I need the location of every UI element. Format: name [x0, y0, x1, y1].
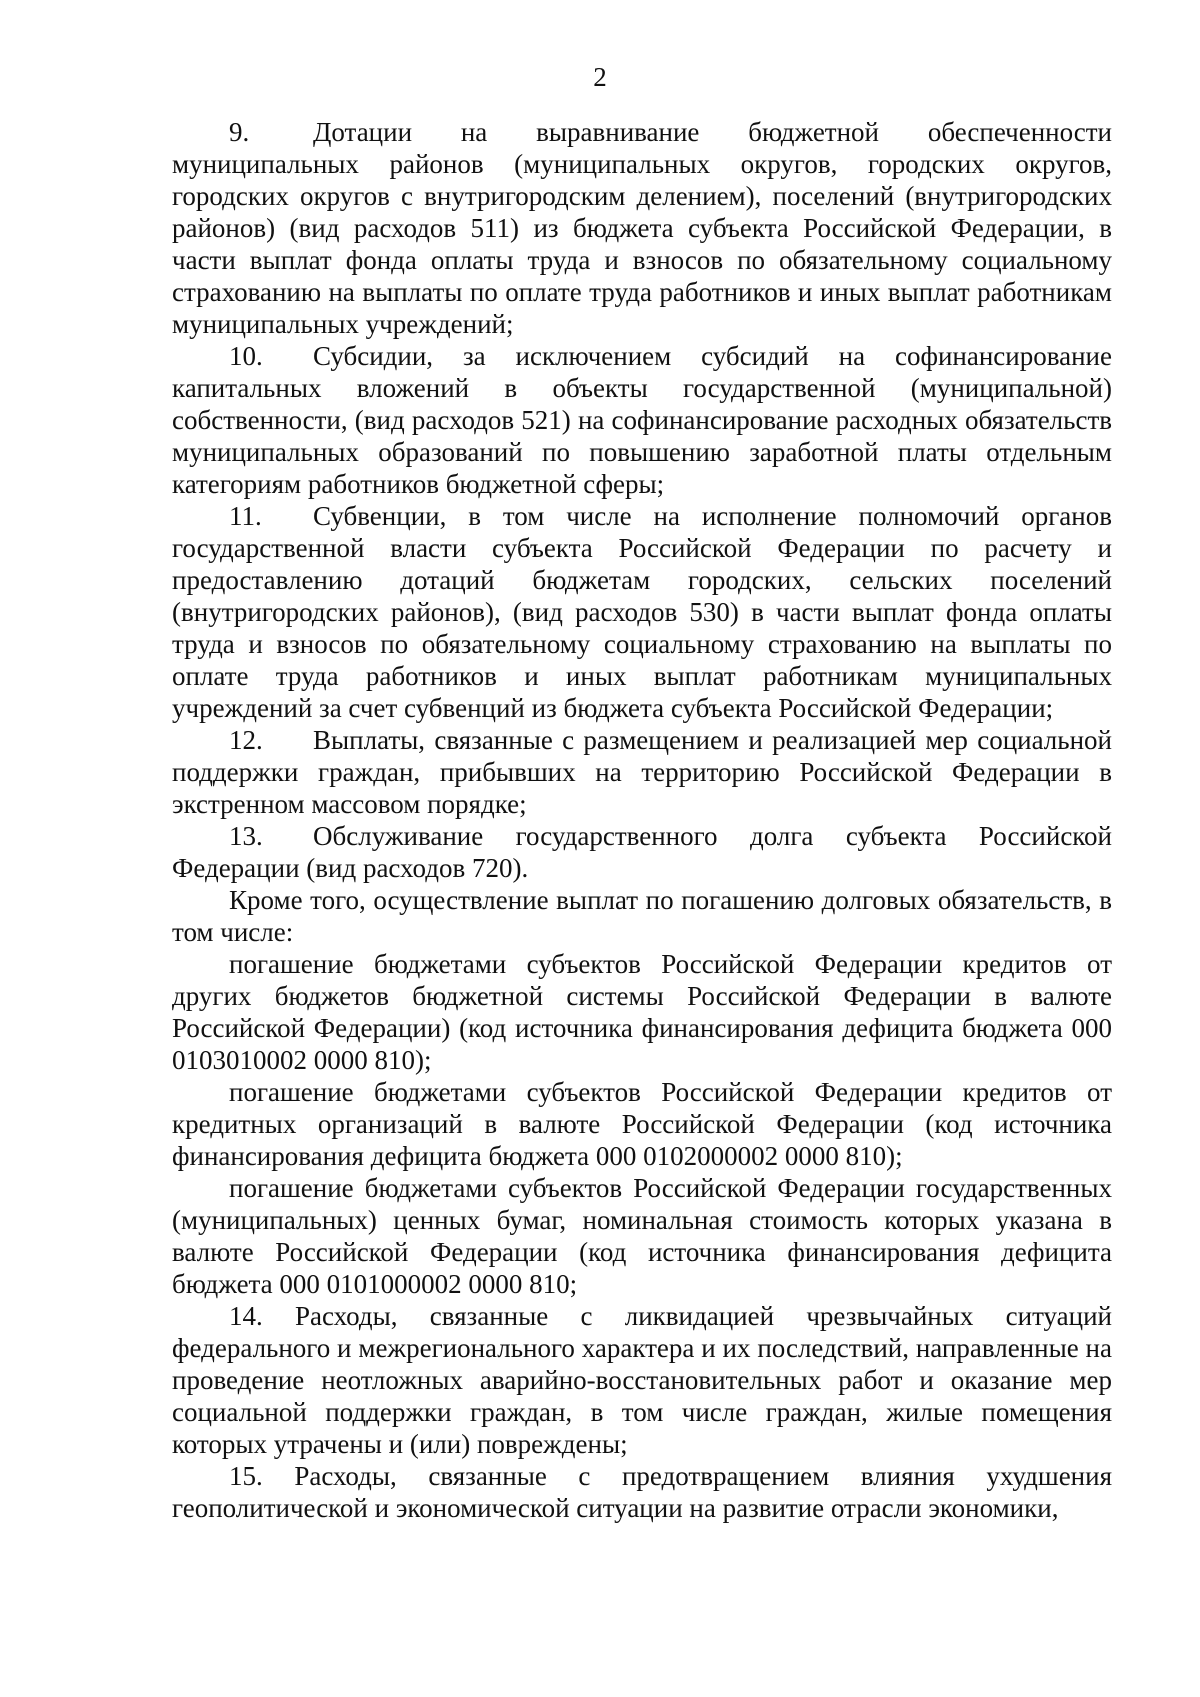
paragraph-text: Кроме того, осуществление выплат по погашению долговых обязательств, в том числе: — [172, 885, 1112, 947]
paragraph-text: погашение бюджетами субъектов Российской Федерации государственных (муниципальных) ценных бумаг, номинальная стоимость которых указана в валюте Российской Федерации (код источника финансирования дефицита бюджета 000 0101000002 0000 810; — [172, 1173, 1112, 1299]
document-body — [172, 116, 1112, 1524]
paragraph-12 — [172, 724, 1112, 820]
paragraph-number: 15. — [229, 1461, 263, 1491]
paragraph-text: Субсидии, за исключением субсидий на софинансирование капитальных вложений в объекты государственной (муниципальной) собственности, (вид расходов 521) на софинансирование расходных обязательств муниципальных образований по повышению заработной платы отдельным категориям работников бюджетной сферы; — [172, 341, 1112, 499]
paragraph-number: 10. — [229, 341, 263, 371]
paragraph-11 — [172, 500, 1112, 724]
paragraph-number: 14. — [229, 1301, 263, 1331]
paragraph-debt-securities — [172, 1172, 1112, 1300]
paragraph-text: погашение бюджетами субъектов Российской Федерации кредитов от кредитных организаций в валюте Российской Федерации (код источника финансирования дефицита бюджета 000 0102000002 0000 810); — [172, 1077, 1112, 1171]
paragraph-debt-bank-credits — [172, 1076, 1112, 1172]
paragraph-14 — [172, 1300, 1112, 1460]
paragraph-text: Обслуживание государственного долга субъекта Российской Федерации (вид расходов 720). — [172, 821, 1112, 883]
paragraph-text: Выплаты, связанные с размещением и реализацией мер социальной поддержки граждан, прибывших на территорию Российской Федерации в экстренном массовом порядке; — [172, 725, 1112, 819]
paragraph-13 — [172, 820, 1112, 884]
paragraph-number: 9. — [229, 117, 250, 147]
paragraph-9 — [172, 116, 1112, 340]
paragraph-number: 12. — [229, 725, 263, 755]
paragraph-15 — [172, 1460, 1112, 1524]
paragraph-text: погашение бюджетами субъектов Российской Федерации кредитов от других бюджетов бюджетной системы Российской Федерации в валюте Российской Федерации) (код источника финансирования дефицита бюджета 000 0103010002 0000 810); — [172, 949, 1112, 1075]
paragraph-text: Субвенции, в том числе на исполнение полномочий органов государственной власти субъекта Российской Федерации по расчету и предоставлению дотаций бюджетам городских, сельских поселений (внутригородских районов), (вид расходов 530) в части выплат фонда оплаты труда и взносов по обязательному социальному страхованию на выплаты по оплате труда работников и иных выплат работникам муниципальных учреждений за счет субвенций из бюджета субъекта Российской Федерации; — [172, 501, 1112, 723]
paragraph-text: Дотации на выравнивание бюджетной обеспеченности муниципальных районов (муниципальных округов, городских округов, городских округов с внутригородским делением), поселений (внутригородских районов) (вид расходов 511) из бюджета субъекта Российской Федерации, в части выплат фонда оплаты труда и взносов по обязательному социальному страхованию на выплаты по оплате труда работников и иных выплат работникам муниципальных учреждений; — [172, 117, 1112, 339]
paragraph-debt-intro — [172, 884, 1112, 948]
paragraph-text: Расходы, связанные с ликвидацией чрезвычайных ситуаций федерального и межрегионального характера и их последствий, направленные на проведение неотложных аварийно-восстановительных работ и оказание мер социальной поддержки граждан, в том числе граждан, жилые помещения которых утрачены и (или) повреждены; — [172, 1301, 1113, 1459]
page-number: 2 — [593, 62, 607, 92]
paragraph-number: 11. — [229, 501, 262, 531]
paragraph-number: 13. — [229, 821, 263, 851]
paragraph-text: Расходы, связанные с предотвращением влияния ухудшения геополитической и экономической ситуации на развитие отрасли экономики, — [172, 1461, 1112, 1523]
paragraph-debt-budget-credits — [172, 948, 1112, 1076]
paragraph-10 — [172, 340, 1112, 500]
